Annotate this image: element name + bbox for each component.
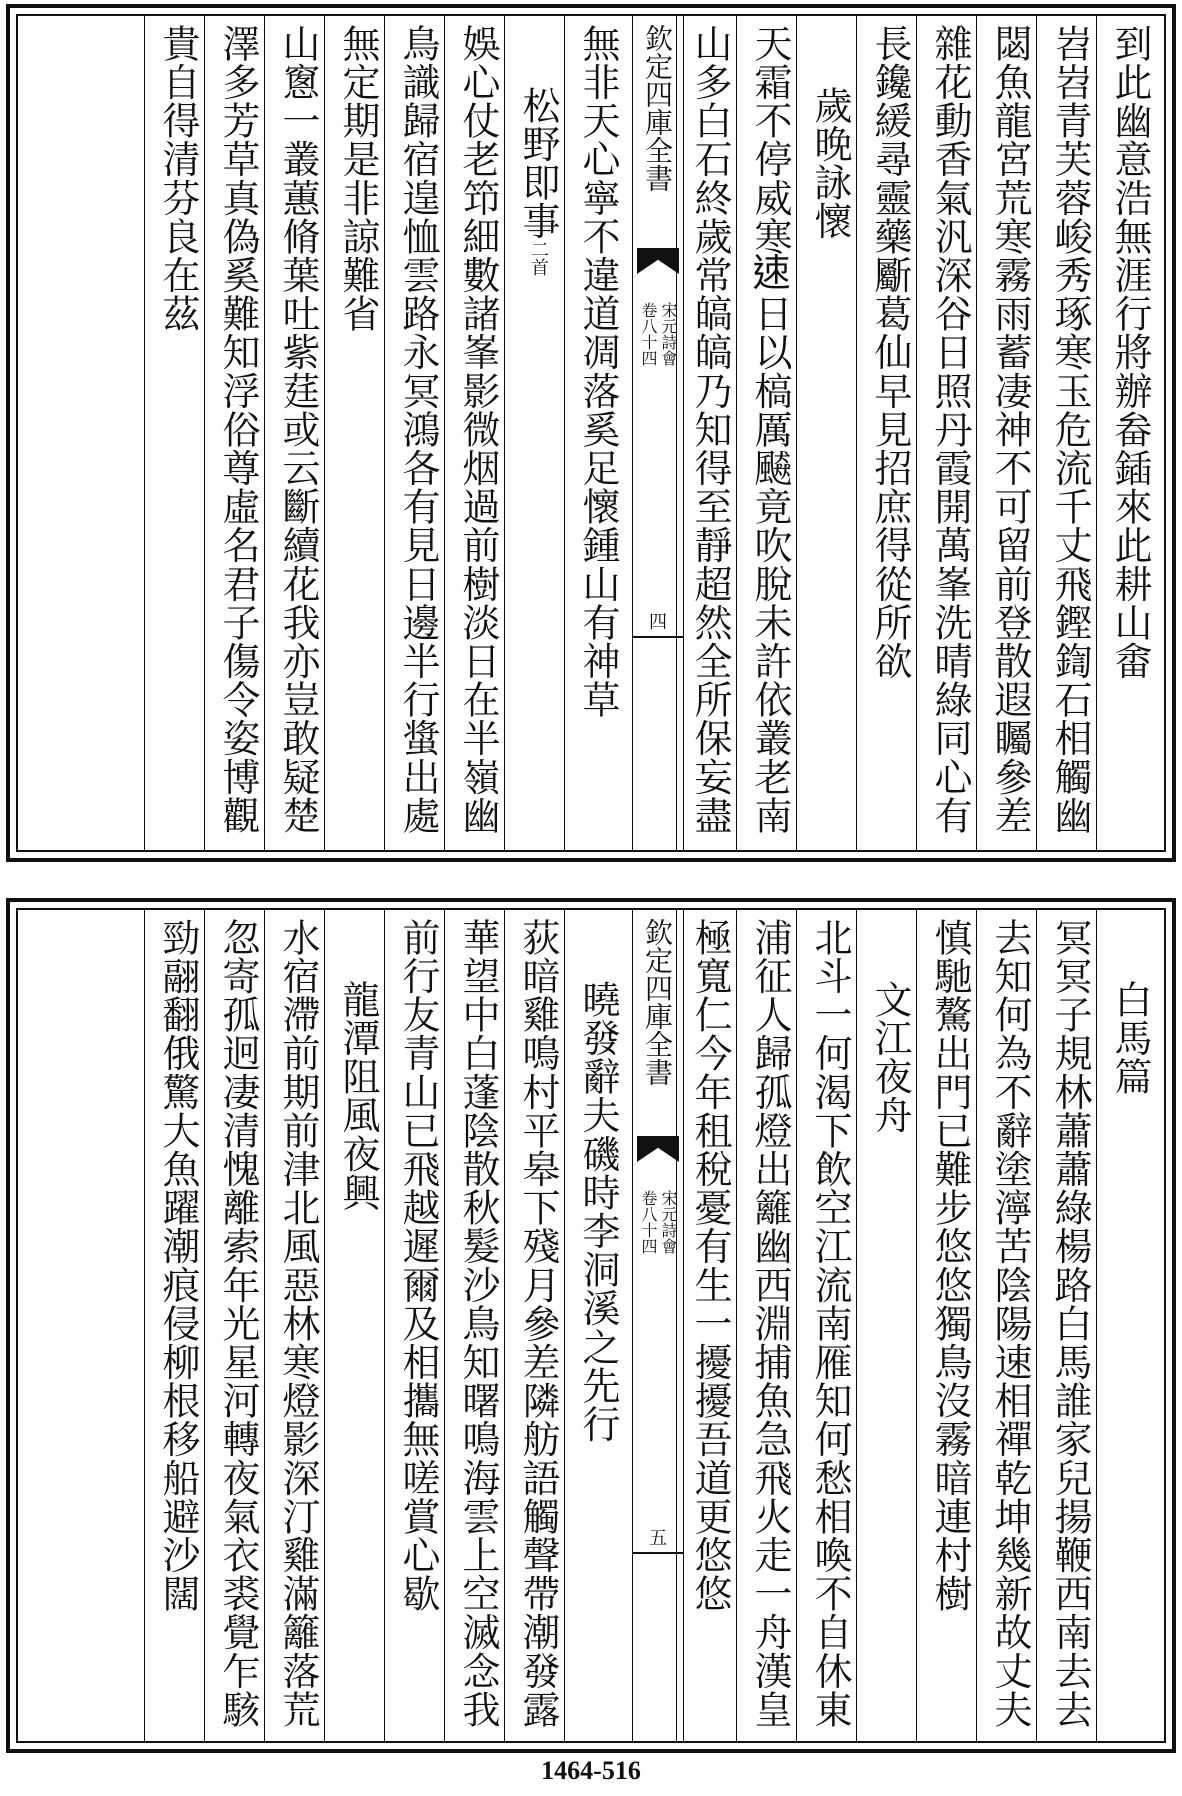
- volume-number: 卷八十四: [639, 302, 658, 366]
- text-column: 勁翮翻俄驚大魚躍潮痕侵柳根移船避沙闊: [144, 910, 212, 1741]
- text-column: 澤多芳草真偽奚難知浮俗尊虛名君子傷令姿博觀: [204, 16, 272, 850]
- poem-title: 白馬篇: [1096, 910, 1164, 1741]
- text-column: 無定期是非諒難省: [324, 16, 392, 850]
- upper-page: [6, 4, 1176, 862]
- lower-text-frame: [16, 908, 1166, 1743]
- fish-tail-mark: [637, 1136, 679, 1162]
- text-column: 天霜不停威寒𨒪日以槁厲飇竟吹脫未許依叢老南: [736, 16, 804, 850]
- poem-title: 歲晚詠懷: [796, 16, 864, 850]
- text-column: 極寬仁今年租稅憂有生一擾擾吾道更悠悠: [676, 910, 744, 1741]
- text-column: 水宿滯前期前津北風惡林寒燈影深汀雞滿籬落荒: [264, 910, 332, 1741]
- spine-caption: [633, 302, 683, 366]
- text-column: 北斗一何渴下飲空江流南雁知何愁相喚不自休東: [796, 910, 864, 1741]
- spine-caption: [633, 1190, 683, 1254]
- text-column: 到此幽意浩無涯行將辦畚鍤來此耕山畬: [1096, 16, 1164, 850]
- text-column: 岧岧青芙蓉峻秀琢寒玉危流千丈飛鏗鍧石相觸幽: [1036, 16, 1104, 850]
- text-column: 華望中白蓬陰散秋髮沙鳥知曙鳴海雲上空滅念我: [444, 910, 512, 1741]
- text-column: 山窻一叢蕙脩葉吐紫莛或云斷續花我亦豈敢疑楚: [264, 16, 332, 850]
- text-column: 去知何為不辭塗濘苦陰陽速相禪乾坤幾新故丈夫: [976, 910, 1044, 1741]
- poem-title: 曉發辭夫磯時李洞溪之先行: [564, 910, 632, 1741]
- lower-page: [6, 898, 1176, 1753]
- text-column: 貴自得清芬良在茲: [144, 16, 212, 850]
- collection-title: 欽定四庫全書: [641, 918, 674, 1086]
- poem-title: 文江夜舟: [856, 910, 924, 1741]
- text-column: 長鑱緩尋靈藥斸葛仙早見招庶得從所欲: [856, 16, 924, 850]
- center-spine: [632, 910, 684, 1741]
- volume-number: 卷八十四: [639, 1190, 658, 1254]
- poem-title: 松野即事二首: [504, 16, 572, 850]
- text-column: 冥冥子規林蕭蕭綠楊路白馬誰家兒揚鞭西南去去: [1036, 910, 1104, 1741]
- page-number: 四: [649, 612, 667, 633]
- collection-title: 欽定四庫全書: [641, 24, 674, 192]
- center-spine: [632, 16, 684, 850]
- title-note: 二首: [528, 240, 549, 277]
- page-number: 五: [649, 1528, 667, 1549]
- text-column: 浦征人歸孤燈出籬幽西淵捕魚急飛火走一舟漢皇: [736, 910, 804, 1741]
- text-column: 娛心仗老笻細數諸峯影微烟過前樹淡日在半嶺幽: [444, 16, 512, 850]
- text-column: 閟魚龍宮荒寒霧雨蓄凄神不可留前登散遐矚參差: [976, 16, 1044, 850]
- text-column: 山多白石終歲常皜皜乃知得至靜超然全所保妄盡: [676, 16, 744, 850]
- fish-tail-mark: [637, 248, 679, 274]
- text-column: 無非天心寧不違道凋落奚足懷鍾山有神草: [564, 16, 632, 850]
- page-footer-number: 1464-516: [541, 1756, 641, 1785]
- series-name: 宋元詩會: [659, 302, 678, 366]
- text-column: 雜花動香氣汎深谷日照丹霞開萬峯洗晴綠同心有: [916, 16, 984, 850]
- upper-text-frame: [16, 14, 1166, 852]
- spine-rule: [633, 1552, 683, 1554]
- text-column: 前行友青山已飛越遲爾及相攜無嗟賞心歇: [384, 910, 452, 1741]
- text-column: 忽寄孤迥凄清愧離索年光星河轉夜氣衣裘覺乍駭: [204, 910, 272, 1741]
- series-name: 宋元詩會: [659, 1190, 678, 1254]
- text-column: 荻暗雞鳴村平皋下殘月參差隣舫語觸聲帶潮發露: [504, 910, 572, 1741]
- spine-rule: [633, 636, 683, 638]
- text-column: 慎馳驁出門已難步悠悠獨鳥沒霧暗連村樹: [916, 910, 984, 1741]
- text-column: 鳥識歸宿遑恤雲路永冥鴻各有見日邊半行螀出處: [384, 16, 452, 850]
- poem-title: 龍潭阻風夜興: [324, 910, 392, 1741]
